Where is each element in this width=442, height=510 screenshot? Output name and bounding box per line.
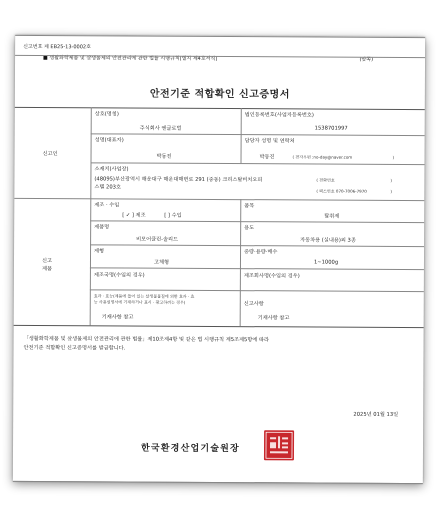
effect-label-line-1: 효과 · 효능(제품에 들어 있는 살생물물질에 의한 효과 · 효 xyxy=(93,293,195,299)
corp-reg-value: 1538701997 xyxy=(314,125,348,132)
category-label: 품목 xyxy=(244,203,255,210)
mfg-country-label: 제조국명(수입의 경우) xyxy=(93,272,145,279)
contact-name: 박동진 xyxy=(259,154,275,161)
notes-label: 신고사항 xyxy=(243,301,264,308)
use-value: 자동차용 (실내용)외 3종 xyxy=(300,237,356,244)
page-title: 안전기준 적합확인 신고증명서 xyxy=(149,88,290,101)
product-section-label-1: 신고 xyxy=(41,258,53,265)
capacity-value: 1~1000g xyxy=(313,259,339,266)
product-name-value: 비모어클린-솔리드 xyxy=(136,236,179,243)
effect-value: 기재사항 참고 xyxy=(101,314,134,321)
certificate-page xyxy=(13,35,425,483)
email-close-paren: ) xyxy=(392,154,395,160)
phone-number: ( 전화번호 xyxy=(316,177,335,183)
notes-value: 기재사항 참고 xyxy=(257,315,290,322)
representative-label: 성명(대표자) xyxy=(94,137,124,144)
fax-number: ( 팩스번호 070-7006-7970 xyxy=(316,188,367,194)
form-label: 제형 xyxy=(94,248,105,255)
trade-name-label: 상호(명칭) xyxy=(94,111,119,118)
use-label: 용도 xyxy=(244,225,255,232)
applicant-section-label: 신고인 xyxy=(42,151,58,158)
registration-number: 신고번호 제 EB25-13-0002호 xyxy=(23,43,91,51)
category-value: 탈취제 xyxy=(324,213,340,220)
product-section-label-2: 제품 xyxy=(41,266,52,273)
manufacture-checkbox: [ ✓ ] 제조 xyxy=(122,212,146,219)
representative-value: 박동진 xyxy=(156,153,172,160)
import-checkbox: [ ] 수입 xyxy=(164,212,182,219)
trade-name-value: 주식회사 엔글로벌 xyxy=(139,125,182,132)
address-line-1: (48095)부산광역시 해운대구 해운대해변로 291 (중동) 크리스탈비치오피 xyxy=(94,176,263,184)
contact-email: ( 전자우편 :no-day@naver.com xyxy=(292,154,353,160)
issue-date: 2025년 01월 13일 xyxy=(353,411,399,418)
effect-label-line-2: 능 사용설명서에 기재하거나 표시 · 광고하려는 경우) xyxy=(93,299,186,305)
certification-line-1: 「생활화학제품 및 살생물제의 안전관리에 관한 법률」제10조제4항 및 같은 법 시행규칙 제5조제5항에 따라 xyxy=(23,335,270,344)
paper-side-label: (앞쪽) xyxy=(359,56,374,63)
form-value: 고체형 xyxy=(153,259,170,266)
corp-reg-label: 법인등록번호(사업자등록번호) xyxy=(244,112,314,119)
form-basis: ■ 생활화학제품 및 살생물제의 안전관리에 관한 법률 시행규칙[별지 제4호서식] xyxy=(43,55,218,62)
address-label: 소재지(사업장) xyxy=(94,166,129,173)
manufacturer-label: 제조회사명(수입의 경우) xyxy=(243,273,300,280)
address-line-2: 스텔 203호 xyxy=(94,184,121,191)
product-name-label: 제품명 xyxy=(94,224,110,231)
capacity-label: 중량·용량·매수 xyxy=(244,249,278,256)
official-seal-icon xyxy=(263,429,295,461)
certification-statement xyxy=(24,335,404,355)
issuer-name: 한국환경산업기술원장 xyxy=(140,443,240,455)
mfg-import-label: 제조 · 수입 xyxy=(94,202,120,209)
certification-line-2: 안전기준 적합확인 신고증명서를 발급합니다. xyxy=(23,344,126,352)
fax-close-paren: ) xyxy=(390,188,392,194)
contact-label: 담당자 성명 및 연락처 xyxy=(244,138,295,145)
phone-close-paren: ) xyxy=(390,177,392,183)
